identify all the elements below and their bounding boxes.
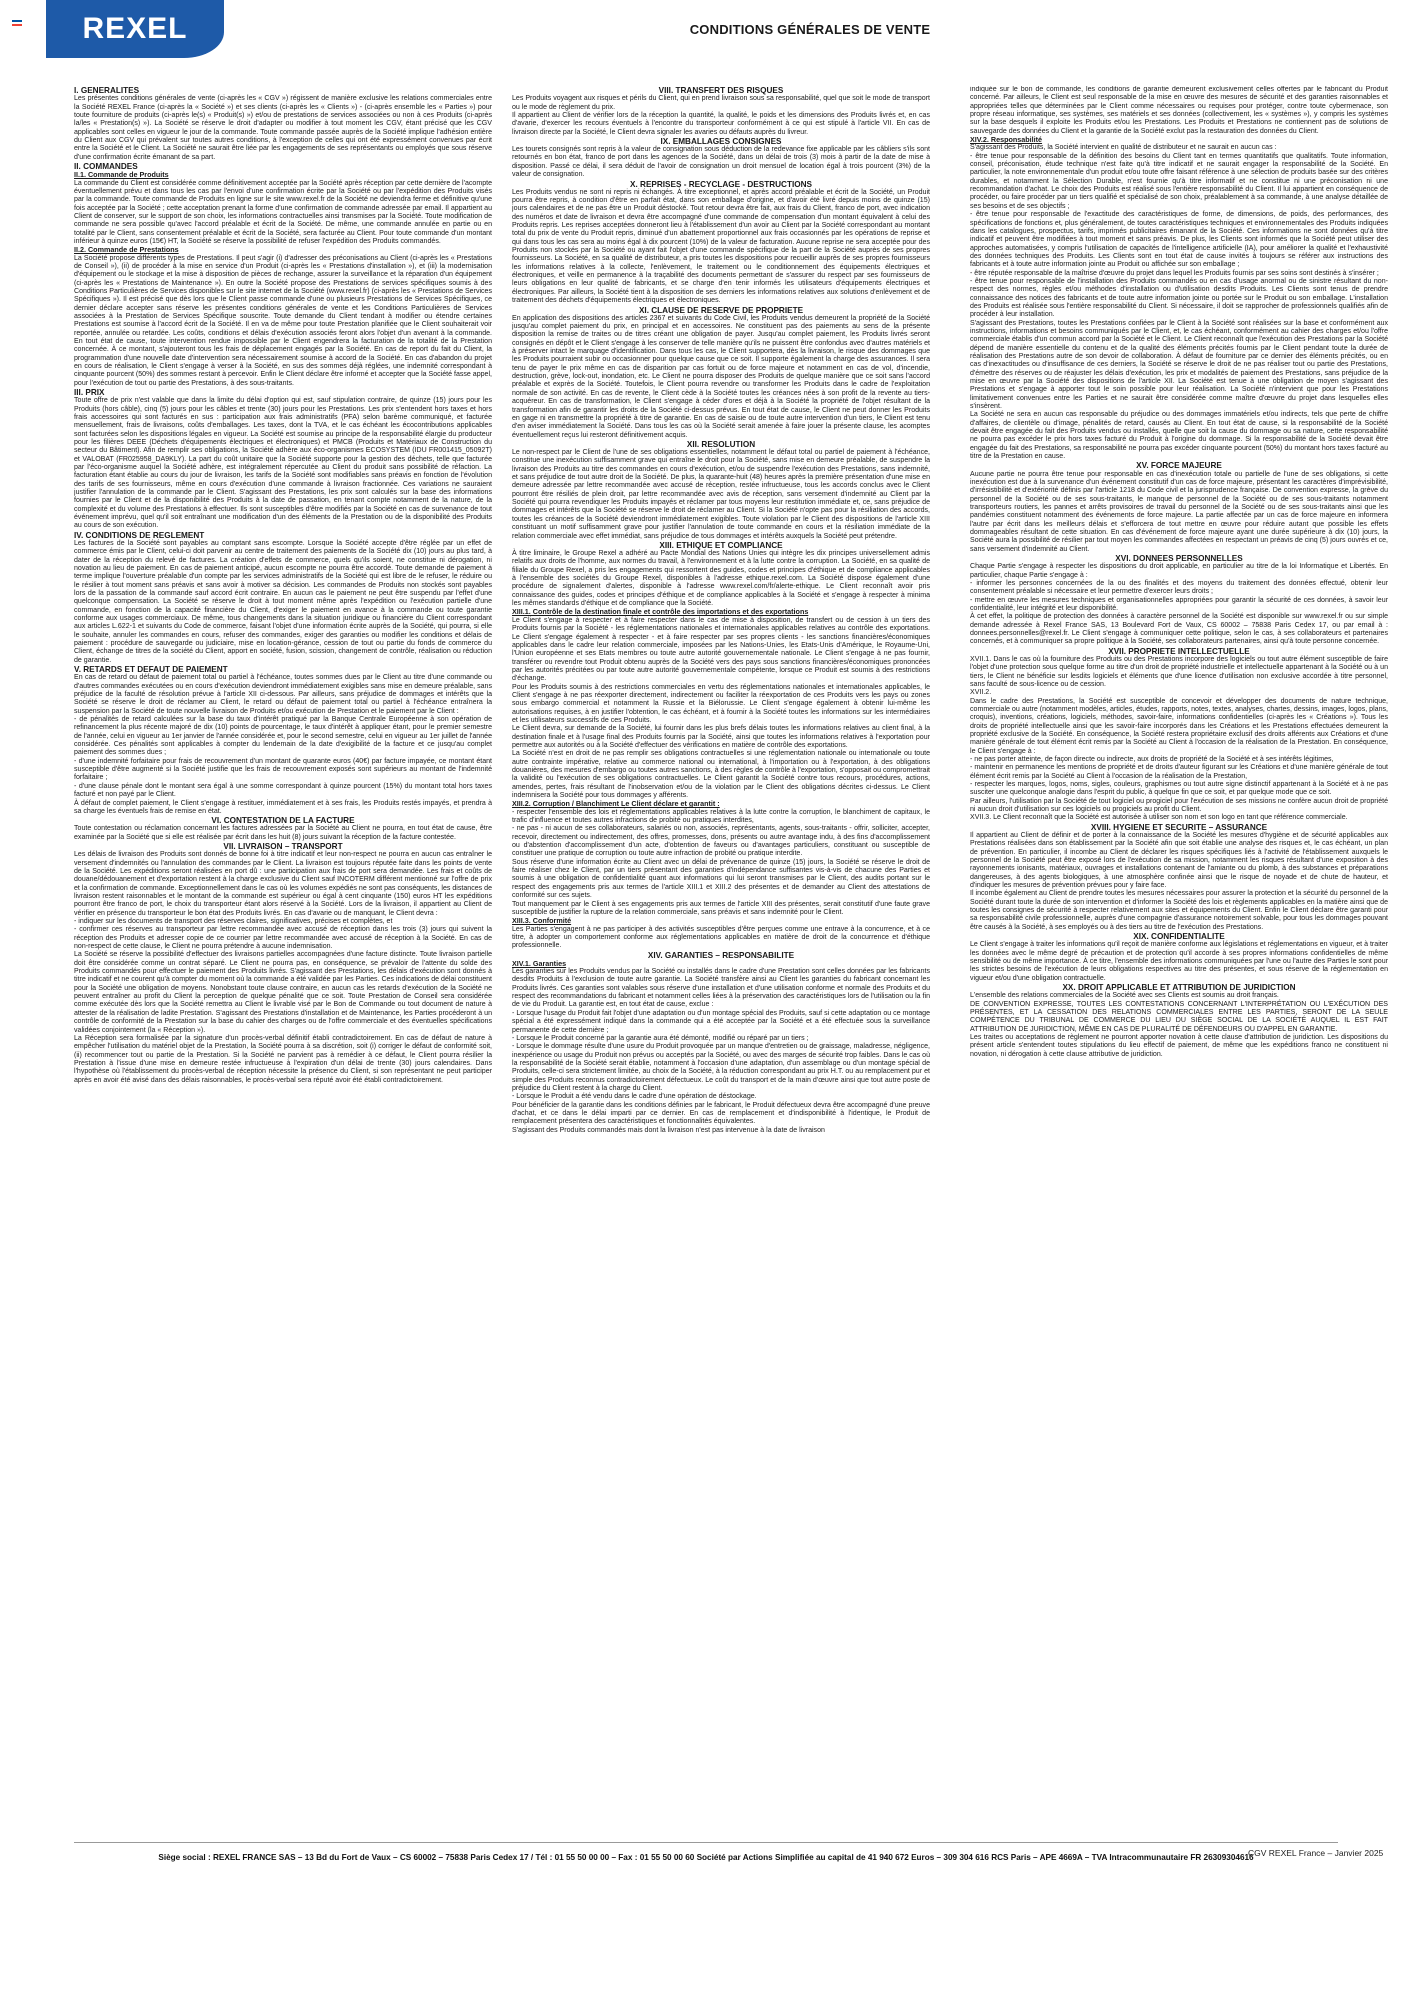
paragraph: - être tenue pour responsable de l'installation des Produits commandés ou en cas d'usage anormal ou de sinistre résultant du non-respect des normes, règles et/ou méthodes d'installation ou d'utilisation desdits Produits. Les Clients sont tenus de prendre connaissance des notices des fabricants et de toute autre information jointe ou portée sur le Produit ou son emballage. L'installation des Produits est réalisée sous l'entière responsabilité du Client. Si nécessaire, il doit se rapprocher de professionnels qualifiés afin de procéder à leur installation.	[970, 277, 1388, 319]
paragraph: - respecter les marques, logos, noms, sigles, couleurs, graphismes ou tout autre signe distinctif appartenant à la Société et à ne pas susciter une quelconque analogie dans l'esprit du public, à quelque fin que ce soit, et par quelque mode que ce soit.	[970, 781, 1388, 797]
paragraph: - ne pas porter atteinte, de façon directe ou indirecte, aux droits de propriété de la Société et à ses intérêts légitimes,	[970, 756, 1334, 764]
paragraph: L'ensemble des relations commerciales de la Société avec ses Clients est soumis au droit français.	[970, 992, 1279, 1000]
paragraph: Il appartient au Client de vérifier lors de la réception la quantité, la qualité, le poids et les dimensions des Produits livrés et, en cas d'avarie, d'exercer les recours éventuels à l'encontre du transporteur conformément à ce qui est stipulé à l'article VII. En cas de livraison directe par la Société, le Client devra signaler les avaries ou défauts auprès du livreur.	[512, 111, 930, 136]
paragraph: Les Produits voyagent aux risques et périls du Client, qui en prend livraison sous sa responsabilité, quel que soit le mode de transport ou le mode de règlement du prix.	[512, 95, 930, 111]
paragraph: À défaut de complet paiement, le Client s'engage à restituer, immédiatement et à ses frais, les Produits restés impayés, et prendra à sa charge les éventuels frais de remise en état.	[74, 799, 492, 815]
subsection-heading: XIII.1. Contrôle de la destination finale et contrôle des importations et des exportations	[512, 607, 809, 617]
section-heading: XI. CLAUSE DE RESERVE DE PROPRIETE	[638, 305, 804, 315]
section-heading: VII. LIVRAISON – TRANSPORT	[223, 842, 343, 852]
paragraph: La Société n'est en droit de ne pas remplir ses obligations contractuelles si une réglementation nationale ou internationale ou toute autre contrainte impérative, relative au commerce national ou international, à l'importation ou à l'exportation, à des obligations douanières, des mesures d'embargo ou toutes autres sanctions, à des règles de contrôle à l'exportation, s'opposait ou compromettrait la validité ou l'exécution de ses obligations contractuelles. Le Client garantit la Société contre tous recours, procédures, actions, amendes, pertes, frais résultant de l'inobservation et/ou de la violation par le Client des obligations décrites ci-dessus. Le Client indemnisera la Société pour tous dommages y afférents.	[512, 750, 930, 800]
paragraph: - respecter l'ensemble des lois et réglementations applicables relatives à la lutte contre la corruption, le blanchiment de capitaux, le trafic d'influence et toutes autres infractions de probité ou pratiques interdites,	[512, 808, 930, 825]
section-heading: XIV. GARANTIES – RESPONSABILITE	[647, 950, 795, 960]
paragraph: - indiquer sur les documents de transport des réserves claires, significatives, précises et complètes, et	[74, 918, 393, 926]
section-heading: IV. CONDITIONS DE REGLEMENT	[74, 530, 205, 540]
paragraph: - de pénalités de retard calculées sur la base du taux d'intérêt pratiqué par la Banque Centrale Européenne à son opération de refinancement la plus récente majoré de dix (10) points de pourcentage, le taux d'intérêt à appliquer étant, pour le premier semestre de l'année, celui en vigueur au 1er janvier de l'année considérée et, pour le second semestre, celui en vigueur au 1er juillet de l'année considérée. Ces pénalités sont applicables à compter du lendemain de la date d'exigibilité de la facture et ce jusqu'au complet paiement des sommes dues ;	[74, 716, 492, 757]
paragraph: À cet effet, la politique de protection des données à caractère personnel de la Société est disponible sur www.rexel.fr ou sur simple demande adressée à Rexel France SAS, 13 Boulevard Fort de Vaux, CS 60002 – 75838 Paris Cedex 17, ou par email à : donnees.personnelles@rexel.fr. Le Client s'engage à communiquer cette politique, selon le cas, à ses collaborateurs et partenaires concernés, et à communiquer sa propre politique à la Société, ses collaborateurs partenaires, ainsi qu'à toute personne concernée.	[970, 613, 1388, 646]
paragraph: À titre liminaire, le Groupe Rexel a adhéré au Pacte Mondial des Nations Unies qui intègre les dix principes universellement admis relatifs aux droits de l'homme, aux normes du travail, à l'environnement et à la lutte contre la corruption. La Société, en sa qualité de filiale du Groupe Rexel, a pris les engagements qui ressortent des guides, codes et principes d'éthique et de compliance applicables à l'ensemble des sociétés du Groupe Rexel, disponibles à l'adresse ethique.rexel.com. La Société dispose également d'une procédure de signalement d'alertes, disponible à l'adresse www.rexel.com/fr/alerte-ethique. Le Client reconnaît avoir pris connaissance des guides, codes et principes d'éthique et de compliance applicables à la Société et s'engage à respecter à minima les mêmes standards d'éthique et de compliance que la Société.	[512, 550, 930, 608]
paragraph: - être réputée responsable de la maîtrise d'œuvre du projet dans lequel les Produits fournis par ses soins sont destinés à s'insérer ;	[970, 269, 1379, 277]
paragraph: Il incombe également au Client de prendre toutes les mesures nécessaires pour assurer la protection et la sécurité du personnel de la Société durant toute la durée de son intervention et d'informer la Société des lois et règlements applicables en la matière ainsi que de toutes les consignes de sécurité à respecter relativement aux sites et équipements du Client. Enfin le Client déclare être garanti pour sa responsabilité civile professionnelle, auprès d'une compagnie d'assurance notoirement solvable, pour tous les dommages pouvant être causés à la Société, à ses employés ou à des tiers au titre de l'exécution des Prestations.	[970, 890, 1388, 931]
paragraph: Chaque Partie s'engage à respecter les dispositions du droit applicable, en particulier au titre de la loi Informatique et Libertés. En particulier, chaque Partie s'engage à :	[970, 563, 1388, 579]
column-middle	[512, 86, 930, 1916]
paragraph: Le Client s'engage à traiter les informations qu'il reçoit de manière conforme aux législations et réglementations en vigueur, et à traiter les données avec le même degré de précaution et de protection qu'il accorde à ses propres informations confidentielles de même sensibilité ou de même importance. À ce titre, l'ensemble des informations communiquées par l'une ou l'autre des Parties le sont pour les strictes besoins de l'exécution de leurs obligations respectives au titre des présentes, et sous réserve de la réglementation en vigueur et/ou d'une obligation contractuelle.	[970, 941, 1388, 982]
section-heading: XII. RESOLUTION	[686, 439, 756, 449]
section-heading: VI. CONTESTATION DE LA FACTURE	[211, 816, 355, 826]
paragraph: Tout manquement par le Client à ses engagements pris aux termes de l'article XIII des présentes, serait constitutif d'une faute grave susceptible de justifier la rupture de la relation commerciale, sans préavis et sans indemnité pour le Client.	[512, 900, 930, 916]
paragraph: Sous réserve d'une information écrite au Client avec un délai de prévenance de quinze (15) jours, la Société se réserve le droit de faire réaliser chez le Client, par un tiers présentant des garanties d'indépendance suffisantes vis-à-vis de chacune des Parties et soumis à une obligation de confidentialité quant aux informations qui lui seront transmises par le Client, des audits portant sur le respect des engagements pris aux termes de l'article XIII.1 et XIII.2 des présentes et de demander au Client des attestations de conformité sur ces sujets.	[512, 858, 930, 900]
paragraph: Le Client s'engage à respecter et à faire respecter dans le cas de mise à disposition, de transfert ou de cession à un tiers des Produits fournis par la Société - les réglementations nationales et internationales applicables relatives au contrôle des exportations. Le Client s'engage également à respecter - et à faire respecter par ses propres clients - les sanctions financières/économiques applicables dans le cadre leur relation commerciale, imposées par les Nations-Unies, les Etats-Unis d'Amérique, le Royaume-Uni, l'Union européenne et ses Etats membres ou toute autre autorité gouvernementale nationale. Le Client s'engage à ne pas fournir, transférer ou revendre tout Produit obtenu auprès de la Société vers des pays sous sanctions financières/économiques prononcées par les autorités précitées ou par toute autre autorité gouvernementale compétente, lorsque ce Produit est soumis à des restrictions d'échange.	[512, 616, 930, 683]
paragraph: Il appartient au Client de définir et de porter à la connaissance de la Société les mesures d'hygiène et de sécurité applicables aux Prestations réalisées dans son établissement par la Société afin que soit établie une analyse des risques et, le cas échéant, un plan de prévention. En particulier, il incombe au Client de déclarer les risques spécifiques liés à l'activité de l'établissement auxquels le personnel de la Société peut être exposé lors de l'exécution de sa mission, notamment les risques résultant d'une exposition à des rayonnements ionisants, matériaux, ouvrages et installations contenant de l'amiante ou du plomb, à des substances et préparations dangereuses, à des agents biologiques, à une atmosphère confinée ainsi que le risque de noyade et de chute de hauteur, et d'indiquer les mesures de prévention prévues pour y faire face.	[970, 832, 1388, 890]
column-right	[970, 86, 1388, 1916]
section-heading: IX. EMBALLAGES CONSIGNES	[660, 136, 782, 146]
section-heading: VIII. TRANSFERT DES RISQUES	[658, 86, 784, 95]
paragraph: S'agissant des Prestations, toutes les Prestations confiées par le Client à la Société sont réalisées sur la base et conformément aux instructions, informations et besoins communiqués par le Client, et, le cas échéant, conformément au cahier des charges et/ou l'offre commerciale établis d'un commun accord par la Société et le Client. Le Client reconnaît que l'exécution des Prestations par la Société dépend de manière essentielle du contenu et de la qualité des éléments précités fournis par le Client pendant toute la durée de réalisation des Prestations autre de son devoir de collaboration. À défaut de fourniture par ce dernier des éléments précités, ou en cas d'inexactitudes ou d'insuffisance de ces derniers, la Société se réserve le droit de ne pas réaliser tout ou partie des Prestations, d'émettre des réserves ou de réajuster les délais d'exécution, les prix et modalités de paiement des Prestations, sans préjudice de la mise en œuvre par la Société des dispositions de l'article XII. La Société est tenue à une obligation de moyen s'agissant des Prestations et s'engage à apporter tout le soin possible pour leur réalisation. La Société n'intervient que pour les Prestations limitativement convenues entre les Parties et ne saurait être considérée comme maître d'œuvre du projet dans lesquelles elles s'insèrent.	[970, 319, 1388, 411]
paragraph: La commande du Client est considérée comme définitivement acceptée par la Société après réception par cette dernière de l'acompte éventuellement prévu et dans tous les cas par l'envoi d'une confirmation écrite par la Société ou par l'expédition des Produits visés par la commande. Toute commande de Produits en ligne sur le site www.rexel.fr de la Société ne deviendra ferme et définitive qu'une fois acceptée par la Société ; cette acceptation prenant la forme d'une confirmation de commande adressée par email. Il appartient au Client de conserver, sur le support de son choix, les informations contractuelles ainsi transmises par la Société. Toute modification de commande ne sera possible qu'avec l'accord préalable et écrit de la Société. De même, une commande annulée en partie ou en totalité par le Client, sans consentement préalable et écrit de la Société, sera facturée au Client. Pour toute commande d'un montant inférieur à quinze euros (15€) HT, la Société se réserve la possibilité de refuser l'expédition des Produits commandés.	[74, 179, 492, 245]
section-heading: XIX. CONFIDENTIALITE	[1133, 932, 1225, 942]
paragraph: - ne pas - ni aucun de ses collaborateurs, salariés ou non, associés, représentants, agents, sous-traitants - offrir, solliciter, accepter, recevoir, directement ou indirectement, des offres, promesses, dons, présents ou autre avantage indu, à des fins d'accomplissement ou d'abstention d'accomplissement d'un acte, d'obtention de faveurs ou d'avantages particuliers, constituant ou susceptible de constituer une pratique de corruption ou toute autre infraction de probité ou pratique interdite.	[512, 825, 930, 858]
paragraph: Les délais de livraison des Produits sont donnés de bonne foi à titre indicatif et leur non-respect ne pourra en aucun cas entraîner le versement d'indemnités ou l'annulation des commandes par le Client. La livraison est toujours réputée faite dans les points de vente de la Société. Les expéditions seront réalisées en port dû : une participation aux frais de port sera demandée. Les frais et coûts de douane/dédouanement et d'exportation restent à la charge exclusive du Client sauf INCOTERM différent mentionné sur l'offre de prix et la confirmation de commande. Exceptionnellement dans le cas où les volumes expédiés ne sont pas conséquents, les distances de livraison restent raisonnables et le montant de la commande est supérieur ou égal à cent cinquante (150) euros HT les expéditions pourront être franco de port, le choix du transporteur étant alors réservé à la Société. Lors de la livraison, il appartient au Client de vérifier en présence du transporteur le bon état des Produits livrés. En cas d'avarie ou de manquant, le Client devra :	[74, 851, 492, 917]
paragraph: - Lorsque le Produit concerné par la garantie aura été démonté, modifié ou réparé par un tiers ;	[512, 1034, 809, 1042]
paragraph: S'agissant des Produits, la Société intervient en qualité de distributeur et ne saurait en aucun cas :	[970, 144, 1277, 152]
subsection-heading: XIII.3. Conformité	[512, 916, 572, 926]
rexel-logo	[46, 0, 224, 58]
section-heading: XX. DROIT APPLICABLE ET ATTRIBUTION DE JURIDICTION	[1062, 983, 1296, 993]
paragraph: Les Produits vendus ne sont ni repris ni échangés. À titre exceptionnel, et après accord préalable et écrit de la Société, un Produit pourra être repris, à condition d'être en parfait état, dans son emballage d'origine, et d'avoir été livré depuis moins de quinze (15) jours calendaires et de ne pas être un Produit déstocké. Tout retour devra être fait, aux frais du Client, franco de port, avec indication des numéros et date de livraison et devra être accompagné d'une commande de compensation d'un montant équivalent à celui des Produits repris. Les reprises acceptées donneront lieu à l'établissement d'un avoir au Client par la Société correspondant au montant total du prix de vente du Produit repris, diminué d'un abattement proportionnel aux frais occasionnés par les opérations de reprise et qui dans tous les cas sera au moins égal à dix pourcent (10%) de la valeur de facturation. Aucune reprise ne sera acceptée pour des Produits non stockés par la Société ou ayant fait l'objet d'une commande spécifique de la part de la Société auprès de ses propres fournisseurs. La Société, en sa qualité de distributeur, a pris toutes les dispositions pour recueillir auprès de ses propres fournisseurs les informations relatives à la collecte, l'enlèvement, le traitement ou le conditionnement des équipements électriques et électroniques, et veille en permanence à la traçabilité des documents permettant de s'assurer du respect par ses fournisseurs de leurs obligations en leur qualité de fabricants, et se charge d'en tenir informés les utilisateurs d'équipements électriques et électroniques. Par ailleurs, la Société tient à la disposition de ses derniers les informations relatives aux solutions d'enlèvement et de traitement des déchets d'équipements électriques et électroniques.	[512, 188, 930, 305]
paragraph: - maintenir en permanence les mentions de propriété et de droits d'auteur figurant sur les Créations et d'une manière générale de tout élément écrit remis par la Société au Client à l'occasion de la réalisation de la Prestation,	[970, 764, 1388, 780]
logo-text: REXEL	[82, 12, 188, 45]
footer-divider	[74, 1842, 1338, 1843]
section-heading: XV. FORCE MAJEURE	[1136, 461, 1222, 471]
paragraph: La Société ne sera en aucun cas responsable du préjudice ou des dommages immatériels et/ou indirects, tels que perte de chiffre d'affaires, de clientèle ou d'image, pénalités de retard, causés au Client. En tout état de cause, si la responsabilité de la Société devait être engagée du fait des Produits vendus ou installés, quelle que soit la cause du dommage ou sa nature, cette responsabilité ne pourra pas excéder le prix hors taxes facturé du Produit à l'origine du dommage. Si la responsabilité de la Société devait être engagée du fait des Prestations, sa responsabilité ne pourra pas excéder cinquante pourcent (50%) du montant hors taxes facturé au titre de la Prestation en cause.	[970, 411, 1388, 461]
paragraph: - d'une indemnité forfaitaire pour frais de recouvrement d'un montant de quarante euros (40€) par facture impayée, ce montant étant susceptible d'être augmenté si la Société justifie que les frais de recouvrement exposés sont supérieurs au montant de l'indemnité forfaitaire ;	[74, 757, 492, 782]
paragraph: S'agissant des Produits commandés mais dont la livraison n'est pas intervenue à la date de livraison	[512, 1126, 825, 1134]
paragraph: - Lorsque le dommage résulte d'une usure du Produit provoquée par un manque d'entretien ou de graissage, maladresse, négligence, inexpérience ou usage du Produit non prévus ou acceptés par la Société, ou avec des marges de sécurité trop faibles. Dans le cas où la responsabilité de la Société serait établie, notamment à l'occasion d'une adaptation, d'un assemblage ou d'un montage spécial de Produits, celle-ci sera strictement limitée, au choix de la Société, à la réduction correspondant au prix H.T. ou au remplacement pur et simple des Produits reconnus contradictoirement défectueux. Le coût du transport et de la main d'œuvre ainsi que tout autre poste de préjudice du Client restent à la charge du Client.	[512, 1043, 930, 1092]
paragraph: Pour les Produits soumis à des restrictions commerciales en vertu des réglementations nationales et internationales applicables, le Client s'engage à ne pas réexporter directement, indirectement ou faciliter la réexportation de ces Produits vers les pays ou zones sous embargo commercial et notamment la Russie et la Biélorussie. Le Client s'engage également à obtenir lui-même les autorisations requises, à en justifier l'obtention, le cas échéant, et à fournir à la Société toutes les informations sur les intermédiaires et les utilisateurs successifs de ces Produits.	[512, 683, 930, 724]
paragraph: Toute contestation ou réclamation concernant les factures adressées par la Société au Client ne pourra, en tout état de cause, être examinée par la Société que si elle est réalisée par écrit dans les huit (8) jours suivant la réception de la facture contestée.	[74, 825, 492, 841]
paragraph: - mettre en œuvre les mesures techniques et organisationnelles appropriées pour garantir la sécurité de ces données, à savoir leur confidentialité, leur intégrité et leur disponibilité.	[970, 596, 1388, 613]
section-heading: XIII. ETHIQUE ET COMPLIANCE	[659, 540, 783, 550]
subsection-heading: XIII.2. Corruption / Blanchiment Le Client déclare et garantit :	[512, 799, 720, 809]
subsection-heading: XIV.2. Responsabilité	[970, 135, 1043, 145]
paragraph: XVII.2.	[970, 689, 992, 697]
paragraph: Les garanties sur les Produits vendus par la Société ou installés dans le cadre d'une Prestation sont celles données par les fabricants desdits Produits à l'exclusion de toute autre garantie. La Société transfère ainsi au Client les garanties du fabricant concernant les Produits livrés. Ces garanties sont valables sous réserve d'une installation et d'une utilisation conforme et normale des Produits et du respect des recommandations du fabricant et notamment celles liées à la préservation des caractéristiques lors de l'utilisation ou la fin de vie du Produit. La garantie est, en tout état de cause, exclue :	[512, 968, 930, 1009]
paragraph: Par ailleurs, l'utilisation par la Société de tout logiciel ou progiciel pour l'exécution de ses missions ne confère aucun droit de propriété ni aucun droit d'utilisation sur ces logiciels ou progiciels au profit du Client.	[970, 797, 1388, 814]
column-left	[74, 86, 492, 1916]
document-version: CGV REXEL France – Janvier 2025	[1248, 1848, 1384, 1858]
paragraph: En application des dispositions des articles 2367 et suivants du Code Civil, les Produits vendus demeurent la propriété de la Société jusqu'au complet paiement du prix, en principal et en accessoires. Ne constituent pas des paiements au sens de la présente disposition la remise de traites ou de titres créant une obligation de payer. Jusqu'au complet paiement, les Produits livrés seront consignés en dépôt et le Client s'engage à les conserver de telle manière qu'ils ne puissent être confondus avec d'autres matériels et à préserver intact le marquage d'identification. Dans tous les cas, le Client supportera, dès la livraison, le risque des dommages que les Produits pourraient subir ou occasionner pour quelque cause que ce soit. Il supporte également la charge des assurances. Il sera tenu de payer le prix même en cas de disparition par cas fortuit ou de force majeure et notamment en cas de vol, d'incendie, destruction, grève, lock-out, inondation, etc. Le Client ne pourra disposer des Produits de quelque manière que ce soit sans l'accord préalable et exprès de la Société. Toutefois, le Client pourra revendre ou transformer les Produits dans le cadre de l'exploitation normale de son activité. En cas de revente, le Client cède à la Société toutes les créances nées à son profit de la revente au tiers-acquéreur. En cas de transformation, le Client s'engage à céder d'ores et déjà à la Société la propriété de l'objet résultant de la transformation afin de garantir les droits de la Société ci-dessus prévus. En tout état de cause, le Client ne peut donner les Produits en gage ni en transmettre la propriété à titre de garantie. En cas de saisie ou de toute autre intervention d'un tiers, le Client est tenu d'en aviser immédiatement la Société. Dans tous les cas où la Société serait amenée à faire jouer la présente clause, les acomptes éventuellement reçus lui resteront définitivement acquis.	[512, 314, 930, 439]
paragraph: Les tourets consignés sont repris à la valeur de consignation sous déduction de la redevance fixe applicable par les câbliers s'ils sont retournés en bon état, franco de port dans les agences de la Société, dans un délai de trois (3) mois à partir de la date de mise à disposition. Passé ce délai, il sera déduit de l'avoir de consignation un droit mensuel de location égal à trois pourcent (3%) de la valeur de consignation.	[512, 146, 930, 179]
flag-icon	[12, 20, 22, 26]
paragraph: Pour bénéficier de la garantie dans les conditions définies par le fabricant, le Produit défectueux devra être accompagné d'une preuve d'achat, et ce dans le délai imparti par ce dernier. En cas de remplacement et d'indisponibilité à l'identique, le Produit de remplacement présentera des caractéristiques et fonctionnalités équivalentes.	[512, 1101, 930, 1126]
paragraph: La Réception sera formalisée par la signature d'un procès-verbal définitif établi contradictoirement. En cas de défaut de nature à empêcher l'utilisation du matériel objet de la Prestation, la Société pourra à sa discrétion, soit (i) corriger le défaut de conformité soit, (ii) recommencer tout ou partie de la Prestation. Si la Société ne parvient pas à remédier à ce défaut, le Client pourra résilier la Prestation à l'issue d'une mise en demeure restée infructueuse à l'expiration d'un délai de trente (30) jours calendaires. Dans l'hypothèse où l'établissement du procès-verbal de réception nécessite la présence du Client, si son représentant ne peut participer après en avoir été avisé dans des délais raisonnables, le procès-verbal sera réputé avoir été établi contradictoirement.	[74, 1034, 492, 1084]
paragraph: - Lorsque l'usage du Produit fait l'objet d'une adaptation ou d'un montage spécial des Produits, sauf si cette adaptation ou ce montage spécial a été expressément indiqué dans la commande qui a été acceptée par la Société et a été effectuée sous la surveillance permanente de cette dernière ;	[512, 1009, 930, 1034]
section-heading: III. PRIX	[74, 388, 105, 398]
paragraph: DE CONVENTION EXPRESSE, TOUTES LES CONTESTATIONS CONCERNANT L'INTERPRÉTATION OU L'EXÉCUTION DES PRÉSENTES, ET LA CESSATION DES RELATIONS COMMERCIALES ENTRE LES PARTIES, SERONT DE LA SEULE COMPÉTENCE DU TRIBUNAL DE COMMERCE DU LIEU DU SIÈGE SOCIAL DE LA SOCIÉTÉ AUQUEL IL EST FAIT ATTRIBUTION DE JURIDICTION, MÊME EN CAS DE PLURALITÉ DE DÉFENDEURS OU D'APPEL EN GARANTIE.	[970, 1000, 1388, 1033]
paragraph: Le non-respect par le Client de l'une de ses obligations essentielles, notamment le défaut total ou partiel de paiement à l'échéance, constitue une inexécution suffisamment grave qui entraîne le droit pour la Société, sans mise en demeure préalable, de suspendre la livraison des Produits au titre des commandes en cours d'exécution, et/ou de suspendre l'exécution des Prestations, sans indemnité, et sans préjudice de tout autre droit de la Société. De plus, la quarante-huit (48) heures après la première présentation d'une mise en demeure adressée par lettre recommandée avec accusé de réception, restée infructueuse, tous les accords conclus avec le Client pourront être résiliés de plein droit, par lettre recommandée avec avis de réception, sans versement d'indemnité au Client par la Société qui pourra revendiquer les Produits impayés et réclamer par tous moyens leur restitution immédiate et, ce, sans préjudice de dommages et intérêts que la Société se réserve le droit de réclamer au Client. Si la Société n'opte pas pour la résiliation des accords, toutes les créances de la Société deviendront immédiatement exigibles. Toute violation par le Client des dispositions de l'article XIII constituant un motif suffisamment grave pour justifier l'annulation de toute commande en cours et la résiliation immédiate de la relation commerciale avec effet immédiat, sans préjudice de tous dommages et intérêts auxquels la Société peut prétendre.	[512, 449, 930, 540]
paragraph: La Société propose différents types de Prestations. Il peut s'agir (i) d'adresser des préconisations au Client (ci-après les « Prestations de Conseil »), (ii) de procéder à la mise en service d'un Produit (ci-après les « Prestations d'installation »), et (iii) la modernisation d'équipement ou le stockage et la mise à disposition de pièces de rechange, assurer la surveillance et la réparation d'un équipement (ci-après les « Prestations de Maintenance »). En outre la Société propose des Prestations de services spécifiques soumis à des Conditions Particulières de Services disponibles sur le site internet de la Société (www.rexel.fr) (ci-après les « Prestations de Services Spécifiques »). Il est précisé que dès lors que le Client passe commande d'une ou plusieurs Prestations de Services Spécifiques, ce dernier déclare accepter sans réserve les présentes conditions générales de vente et les Conditions Particulières de Services associées à la Prestation de Services Spécifique souscrite. Toute demande du Client tendant à modifier ou étendre certaines Prestations est soumise à l'accord écrit de la Société. Il en va de même pour toute Prestation planifiée que le Client souhaiterait voir reportée, annulée ou retardée. Les coûts, conditions et délais d'exécution associés feront alors l'objet d'un avenant à la commande. En tout état de cause, toute intervention rendue impossible par le Client engendrera la facturation de la totalité de la Prestation concernée. À ce montant, s'ajouteront tous les frais de déplacement engagés par la Société. En cas de report du fait du Client, la programmation d'une nouvelle date d'intervention sera nécessairement soumise à accord de la Société. En cas d'abandon du projet en cours de réalisation, le Client s'engage à verser à la Société, en sus des sommes déjà réglées, une indemnité correspondant à cinquante pourcent (50%) des sommes restant à percevoir. Enfin le Client déclare être informé et accepter que la Société fasse appel, pour l'exécution de tout ou partie des Prestations, à des sous-traitants.	[74, 254, 492, 387]
paragraph: - Lorsque le Produit a été vendu dans le cadre d'une opération de déstockage.	[512, 1093, 757, 1101]
section-heading: XVII. PROPRIETE INTELLECTUELLE	[1108, 646, 1250, 656]
paragraph: Aucune partie ne pourra être tenue pour responsable en cas d'inexécution totale ou partielle de l'une de ses obligations, si cette inexécution est due à la survenance d'un événement constitutif d'un cas de force majeure, présentant les caractères d'imprévisibilité, d'irrésistibilité et d'extériorité définis par l'article 1218 du Code civil et la jurisprudence française. De convention expresse, la grève du personnel de la Société ou de ses sous-traitants, le manque de personnel de la Société ou de ses sous-traitants notamment transporteurs routiers, les pannes et arrêts provisoires de travail du personnel de la Société ou de ses sous-traitants ainsi que les pandémies constituent notamment des événements de force majeure. La partie affectée par un cas de force majeure en informera l'autre par écrit dans les meilleurs délais et s'efforcera de tout mettre en œuvre pour réduire autant que possible les effets dommageables résultant de cette situation. En cas d'événement de force majeure ayant une durée supérieure à dix (10) jours, la Société aura la possibilité de résilier par tout moyen les commandes affectées en respectant un préavis de cinq (5) jours ouvrés et ce, sans versement d'indemnité au Client.	[970, 470, 1388, 553]
paragraph: - d'une clause pénale dont le montant sera égal à une somme correspondant à quinze pourcent (15%) du montant total hors taxes facturé et non payé par le Client.	[74, 782, 492, 799]
paragraph: Les factures de la Société sont payables au comptant sans escompte. Lorsque la Société accepte d'être réglée par un effet de commerce émis par le Client, celui-ci doit parvenir au centre de traitement des paiements de la Société dix (10) jours au plus tard, à dater de la réception du relevé de factures. La création d'effets de commerce, quels qu'ils soient, ne constitue ni dérogation, ni novation au lieu de paiement. En cas de paiement anticipé, aucun escompte ne pourra être accordé. Toute demande de paiement à terme implique l'ouverture préalable d'un compte par les services administratifs de la Société qui est libre de le refuser, le réduire ou le résilier à tout moment sans préavis et sans avoir à motiver sa décision. Les commandes de Produits non stockés sont payables lors de la passation de la commande sauf accord écrit contraire. En aucun cas le paiement ne peut être suspendu par l'effet d'une quelconque compensation. La Société se réserve le droit à tout moment même après l'expédition ou l'exécution partielle d'une commande, en fonction de la capacité financière du Client, d'exiger le paiement en avance à la commande ou toute garantie conforme aux usages commerciaux. De même, tous changements dans la situation juridique ou financière du Client correspondant aux articles L.622-1 et suivants du Code de commerce, faisant l'objet d'une information écrite auprès de la Société, qui pourra, si elle le souhaite, annuler les commandes en cours, refuser des commandes, exiger des garanties ou modifier les conditions et délais de paiement : procédure de sauvegarde ou judiciaire, mise en location-gérance, cession de tout ou partie du fonds de commerce du Client, échange de titres de la société du Client, apport en société, fusion, scission, changement de contrôle, réalisation ou réduction de garantie.	[74, 540, 492, 664]
paragraph: - être tenue pour responsable de l'exactitude des caractéristiques de forme, de dimensions, de poids, des performances, des spécifications de fonctions et, plus généralement, de toutes caractéristiques techniques et environnementales des Produits indiquées dans les catalogues, prospectus, tarifs, imprimés publicitaires émanant de la Société. Ces informations ne sont données qu'à titre indicatif et peuvent être modifiées à tout moment et sans préavis. De plus, les Clients sont informés que la Société peut utiliser des approches automatisées, y compris l'utilisation de capacités de l'intelligence artificielle (IA), pour améliorer la qualité et l'exhaustivité des données techniques des Produits. Les Clients sont en tout état de cause invités à toujours se référer aux instructions des fabricants et à toute autre information jointe au Produit ou affichée sur son emballage ;	[970, 211, 1388, 269]
paragraph: - être tenue pour responsable de la définition des besoins du Client tant en termes quantitatifs que qualitatifs. Toute information, conseil, préconisation, étude technique n'est faite qu'à titre indicatif et ne saurait engager la responsabilité de la Société. En particulier, la note environnementale d'un produit et/ou toute offre faisant référence à une sélection de produits basée sur des critères durables, et notamment la Sélection Durable, n'est fournie qu'à titre informatif et ne constitue ni une préconisation ni une recommandation d'achat. Le choix des Produits est réalisé sous l'entière responsabilité du Client. Il lui appartient en conséquence de procéder, ou faire procéder par un tiers qualifié et spécialisé de son choix, préalablement à sa commande, à une analyse détaillée de ses besoins et de ses objectifs ;	[970, 152, 1388, 210]
section-heading: V. RETARDS ET DEFAUT DE PAIEMENT	[74, 665, 228, 675]
section-heading: II. COMMANDES	[74, 161, 138, 171]
paragraph: Les présentes conditions générales de vente (ci-après les « CGV ») régissent de manière exclusive les relations commerciales entre la Société REXEL France (ci-après la « Société ») et ses clients (ci-après les « Clients ») - (ci-après ensemble les « Parties ») pour toute fourniture de produits (ci-après le(s) « Produit(s) ») et/ou de prestations de services associées ou non à ces Produits (ci-après la/les « Prestation(s) »). La Société se réserve le droit d'adapter ou modifier à tout moment les CGV, étant précisé que les CGV applicables sont celles en vigueur le jour de la commande. Toute commande passée auprès de la Société implique l'adhésion entière du Client aux CGV qui prévalent sur toutes autres conditions, à l'exception de celles qui ont été expressément convenues par écrit entre la Société et le Client. La Société ne saurait être liée par les engagements de ses représentants ou employés que sous réserve d'une confirmation écrite émanant de sa part.	[74, 95, 492, 161]
paragraph: - informer les personnes concernées de la ou des finalités et des moyens du traitement des données effectué, obtenir leur consentement préalable si nécessaire et leur permettre d'exercer leurs droits ;	[970, 580, 1388, 596]
paragraph: Le Client devra, sur demande de la Société, lui fournir dans les plus brefs délais toutes les informations relatives au client final, à la destination finale et à l'usage final des Produits fournis par la Société, ainsi que toutes les informations relatives à l'exportation pour permettre aux autorités ou à la Société d'effectuer des vérifications en matière de contrôle des exportations.	[512, 725, 930, 749]
section-heading: I. GENERALITES	[74, 86, 140, 95]
document-title: CONDITIONS GÉNÉRALES DE VENTE	[689, 22, 931, 37]
paragraph: Les Parties s'engagent à ne pas participer à des activités susceptibles d'être perçues comme une entrave à la concurrence, et à ce titre, à adopter un comportement conforme aux réglementations applicables en matière de droit de la concurrence et d'éthique professionnelle.	[512, 925, 930, 950]
paragraph: XVII.3. Le Client reconnaît que la Société est autorisée à utiliser son nom et son logo en tant que référence commerciale.	[970, 814, 1348, 822]
subsection-heading: II.1. Commande de Produits	[74, 170, 169, 180]
footer-company-info: Siège social : REXEL FRANCE SAS – 13 Bd du Fort de Vaux – CS 60002 – 75838 Paris Cedex 17 / Tél : 01 55 50 00 00 – Fax : 01 55 50 00 60 Société par Actions Simplifiée au capital de 41 940 672 Euros – 309 304 616 RCS Paris – APE 4669A – TVA Intracommunautaire FR 26309304616	[158, 1853, 1254, 1862]
section-heading: XVIII. HYGIENE ET SECURITE – ASSURANCE	[1090, 822, 1268, 832]
paragraph: La Société se réserve la possibilité d'effectuer des livraisons partielles accompagnées d'une facture distincte. Toute livraison partielle doit être considérée comme un contrat séparé. Le Client ne pourra pas, en conséquence, se prévaloir de l'attente du solde des Produits commandés pour effectuer le paiement des Produits livrés. S'agissant des Prestations, les délais d'exécution sont donnés à titre indicatif et ne courent qu'à compter du moment où la commande a été validée par les Parties. Ces indications de délai constituent pour la Société une obligation de moyens. Nonobstant toute clause contraire, en aucun cas les retards d'exécution de la Société ne peuvent entraîner au profit du Client la perception de quelque pénalité que ce soit. Toute Prestation de Conseil sera considérée comme exécutée dès lors que la Société remettra au Client le livrable visé par le Bon de Commande ou tout document de nature à attester de la réalisation de ladite Prestation. S'agissant des Prestations d'installation et de Maintenance, les Parties procéderont à un contrôle de conformité de la Prestation sur la base du cahier des charges ou de l'offre commerciale et des éventuelles spécifications validées conjointement (la « Réception »).	[74, 951, 492, 1034]
paragraph: - confirmer ces réserves au transporteur par lettre recommandée avec accusé de réception dans les trois (3) jours qui suivent la réception des Produits et adresser copie de ce courrier par lettre recommandée avec accusé de réception à la Société. En cas de non-respect de cette clause, le Client ne pourra prétendre à aucune indemnisation.	[74, 926, 492, 951]
paragraph: En cas de retard ou défaut de paiement total ou partiel à l'échéance, toutes sommes dues par le Client au titre d'une commande ou d'autres commandes exécutées ou en cours d'exécution deviendront immédiatement exigibles sans mise en demeure préalable, sans préjudice de la faculté de résolution prévue à l'article XII ci-dessous. Par ailleurs, sans préjudice de dommages et intérêts que la Société se réserve le droit de réclamer au Client, le retard ou défaut de paiement total ou partiel à l'échéance entraînera la suspension par la Société de toute nouvelle livraison de Produits et/ou exécution de Prestation et le paiement par le Client :	[74, 674, 492, 715]
section-heading: X. REPRISES - RECYCLAGE - DESTRUCTIONS	[630, 179, 812, 189]
paragraph: XVII.1. Dans le cas où la fourniture des Produits ou des Prestations incorpore des logiciels ou tout autre élément susceptible de faire l'objet d'une protection sous quelque forme au titre d'un droit de propriété industrielle et intellectuelle appartenant à la Société ou à un tiers, le Client ne bénéficie sur lesdits logiciels et éléments que d'une licence d'utilisation non exclusive accordée à titre personnel, sans faculté de sous-licence ou de cession.	[970, 655, 1388, 688]
paragraph: Les traites ou acceptations de règlement ne pourront apporter novation à cette clause d'attribution de juridiction. Les dispositions du présent article s'entendent toutes stipulations du lieu effectif de paiement, de même que les expéditions franco ne constituent ni novation, ni dérogation à cette clause attributive de juridiction.	[970, 1034, 1388, 1058]
paragraph: Toute offre de prix n'est valable que dans la limite du délai d'option qui est, sauf stipulation contraire, de quinze (15) jours pour les Produits (hors câble), cinq (5) jours pour les câbles et trente (30) jours pour les Prestations. Les prix s'entendent hors taxes et hors frais accessoires qui sont facturés en sus : participation aux frais administratifs (PFA) selon barème communiqué, et facturée mensuellement, frais de livraisons, coûts d'emballages. Les taxes, dont la TVA, et le cas échéant les écocontributions applicables sont facturées selon les dispositions légales en vigueur. La Société est soumise au principe de la responsabilité élargie du producteur pour les filières DEEE (Déchets d'équipements électriques et électroniques) et PMCB (Produits et Matériaux de Construction du secteur du Bâtiment). Afin de remplir ses obligations, la Société adhère aux éco-organismes ECOSYSTEM (IDU FR001415_05092T) et VALOBAT (FR025958_DA9KLY). La part du coût unitaire que la Société supporte pour la gestion des déchets, telle que facturée par l'éco-organisme auquel la Société adhère, est intégralement répercutée au Client du produit sans possibilité de réfaction. La facturation étant établie au cours du jour de livraison, les tarifs de la Société sont modifiables sans préavis en fonction de l'évolution des tarifs de ses fournisseurs, même en cours d'exécution d'une commande à livraison fractionnée. Ces variations ne sauraient justifier l'annulation de la commande par le Client. S'agissant des Prestations, les prix sont calculés sur la base des informations fournies par le Client et de la disponibilité des Produits à la date de passation, en tenant compte notamment de la nature, de la complexité et du volume des Prestations à effectuer. Ils sont susceptibles d'être modifiés par la Société en cas de survenance de tout événement imprévu, quel qu'il soit entraînant une modification d'un des éléments de la Prestation ou de la disponibilité des Produits au cours de son exécution.	[74, 397, 492, 530]
subsection-heading: XIV.1. Garanties	[512, 958, 567, 968]
paragraph: Dans le cadre des Prestations, la Société est susceptible de concevoir et développer des documents de nature technique, commerciale ou autre (notamment modèles, articles, études, rapports, notes, textes, analyses, chartes, dessins, images, logos, plans, croquis), inventions, créations, logiciels, méthodes, savoir-faire, informations confidentielles (ci-après les « Créations »). Tous les droits de propriété intellectuelle ainsi que les savoir-faire incorporés dans les Créations et les Prestations effectuées demeurent la propriété exclusive de la Société. En conséquence, la Société restera propriétaire exclusif des droits afférents aux Créations et d'une manière générale de tout élément écrit remis par la Société au Client à l'occasion de la réalisation de la Prestation. En conséquence, le Client s'engage à :	[970, 697, 1388, 755]
section-heading: XVI. DONNEES PERSONNELLES	[1115, 554, 1243, 564]
paragraph: indiquée sur le bon de commande, les conditions de garantie demeurent exclusivement celles offertes par le fabricant du Produit concerné. Par ailleurs, le Client est seul responsable de la mise en œuvre des mesures de sécurité et des garanties raisonnables et appropriées telles que déterminées par le Client comme nécessaires ou requises pour protéger, contre toute cybermenace, son propre réseau informatique, ses systèmes, ses matériels et ses données (collectivement, les « systèmes »), y compris les systèmes sur la base desquels il exploite les Produits et/ou les Prestations. Les Produits et Prestations ne contiennent pas de solutions de sauvegarde des données du Client et la garantie de la Société exclut pas la restauration des données du Client.	[970, 86, 1388, 135]
subsection-heading: II.2. Commande de Prestations	[74, 245, 179, 255]
